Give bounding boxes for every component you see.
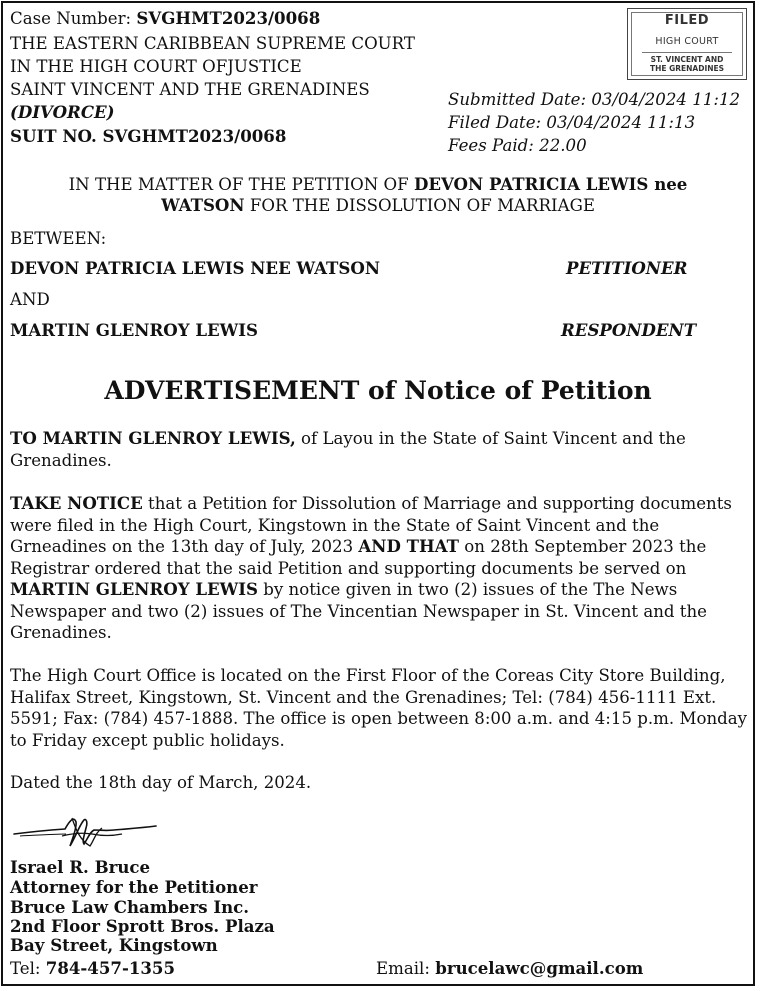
signatory-address-2: Bay Street, Kingstown: [10, 935, 218, 955]
submitted-date: Submitted Date: 03/04/2024 11:12: [448, 90, 741, 109]
petitioner-name-in-matter: DEVON PATRICIA LEWIS nee: [413, 174, 688, 194]
stamp-jurisdiction: [628, 55, 746, 73]
stamp-divider: [642, 52, 732, 53]
dated-line: Dated the 18th day of March, 2024.: [10, 773, 312, 792]
filed-stamp: [627, 8, 747, 80]
stamp-filed: FILED: [664, 13, 710, 28]
take-notice-text-2: on 28th September 2023 the Registrar ordered that the said Petition and supporting documents be served on: [10, 537, 707, 578]
advertisement-title: ADVERTISEMENT of Notice of Petition: [104, 376, 652, 405]
email-address: brucelawc@gmail.com: [435, 958, 644, 978]
case-number-label: Case Number:: [10, 9, 137, 28]
telephone-label: Tel:: [10, 959, 46, 978]
matter-suffix: FOR THE DISSOLUTION OF MARRIAGE: [244, 196, 595, 215]
signatory-role: Attorney for the Petitioner: [10, 877, 258, 897]
paragraph-take-notice: [10, 493, 748, 644]
addressee-name: TO MARTIN GLENROY LEWIS,: [10, 428, 296, 448]
and-that-label: AND THAT: [358, 536, 459, 556]
court-line-3: SAINT VINCENT AND THE GRENADINES: [10, 80, 370, 99]
take-notice-text-1: that a Petition for Dissolution of Marriage and supporting documents were filed in the High Court, Kingstown in the State of Saint Vincent and the Grneadines on the 13th day of July, 2023: [10, 494, 732, 556]
respondent-name: MARTIN GLENROY LEWIS: [10, 320, 259, 340]
telephone-number: 784-457-1355: [45, 958, 176, 978]
matter-type: (DIVORCE): [10, 102, 115, 122]
paragraph-office-info: The High Court Office is located on the First Floor of the Coreas City Store Building, Halifax Street, Kingstown, St. Vincent and the Grenadines; Tel: (784) 456-1111 Ext. 5591; Fax: (784) 457-1888. The office is open between 8:00 a.m. and 4:15 p.m. Monday to Friday except public holidays.: [10, 666, 748, 750]
and-label: AND: [10, 290, 50, 309]
signatory-name: Israel R. Bruce: [10, 857, 151, 877]
fees-paid: Fees Paid: 22.00: [448, 136, 587, 155]
take-notice-text-3: by notice given in two (2) issues of the The News Newspaper and two (2) issues of The Vincentian Newspaper in St. Vincent and the Grenadines.: [10, 580, 707, 642]
email-label: Email:: [376, 959, 436, 978]
court-line-2: IN THE HIGH COURT OFJUSTICE: [10, 57, 302, 76]
petitioner-role: PETITIONER: [566, 258, 688, 278]
stamp-jurisdiction-line1: ST. VINCENT AND: [650, 55, 724, 64]
take-notice-label: TAKE NOTICE: [10, 493, 143, 513]
respondent-role: RESPONDENT: [561, 320, 697, 340]
court-line-1: THE EASTERN CARIBBEAN SUPREME COURT: [10, 34, 415, 53]
suit-number: SUIT NO. SVGHMT2023/0068: [10, 126, 287, 146]
filed-date: Filed Date: 03/04/2024 11:13: [448, 113, 696, 132]
attorney-signature: [10, 810, 170, 858]
matter-line-2: [0, 195, 756, 216]
case-number: [10, 8, 320, 29]
signatory-firm: Bruce Law Chambers Inc.: [10, 897, 250, 917]
matter-line-1: [0, 174, 756, 195]
between-label: BETWEEN:: [10, 229, 107, 248]
case-number-value: SVGHMT2023/0068: [136, 8, 321, 28]
petitioner-surname-in-matter: WATSON: [161, 195, 245, 215]
signatory-telephone: [10, 958, 175, 979]
signatory-address-1: 2nd Floor Sprott Bros. Plaza: [10, 916, 275, 936]
stamp-jurisdiction-line2: THE GRENADINES: [649, 64, 725, 73]
addressee-location: of Layou in the State of Saint Vincent and the Grenadines.: [10, 429, 686, 470]
respondent-name-in-notice: MARTIN GLENROY LEWIS: [10, 579, 259, 599]
paragraph-addressee: [10, 428, 748, 471]
stamp-high-court: HIGH COURT: [655, 36, 719, 47]
matter-prefix: IN THE MATTER OF THE PETITION OF: [68, 175, 414, 194]
signatory-email: [376, 958, 643, 979]
petitioner-name: DEVON PATRICIA LEWIS NEE WATSON: [10, 258, 380, 278]
